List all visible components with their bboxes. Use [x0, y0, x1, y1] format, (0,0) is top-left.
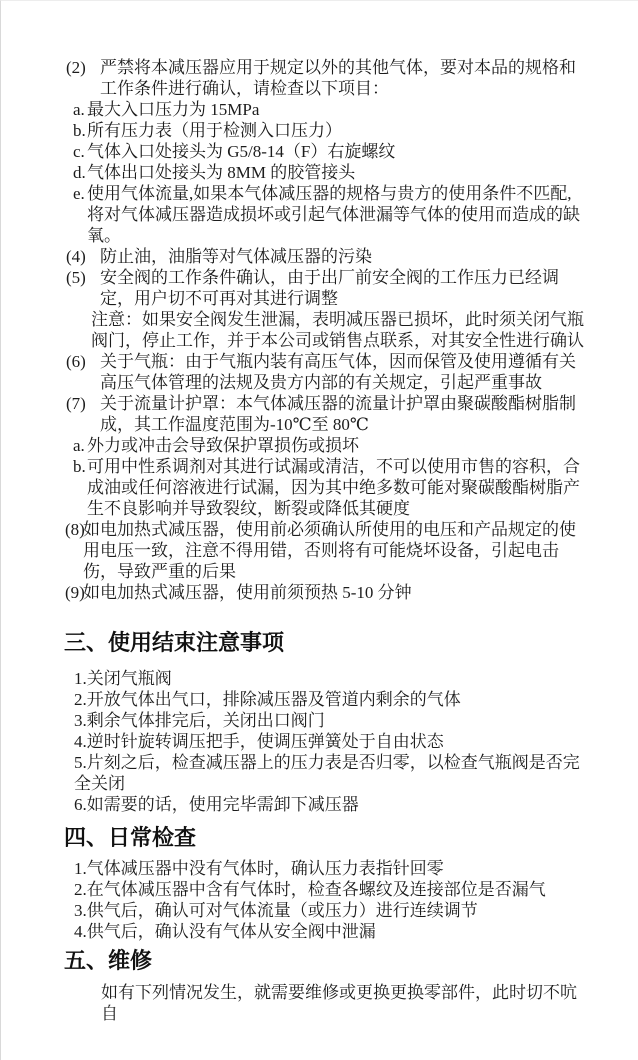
- line-text: 气体减压器中没有气体时，确认压力表指针回零: [86, 859, 444, 878]
- line-text: 使用气体流量,如果本气体减压器的规格与贵方的使用条件不匹配,将对气体减压器造成损坏或引起气体泄漏等气体的使用而造成的缺氧。: [87, 184, 580, 245]
- line-text: 气体入口处接头为 G5/8-14（F）右旋螺纹: [87, 142, 396, 161]
- doc-line: [74, 689, 585, 710]
- line-text: 关于流量计护罩：本气体减压器的流量计护罩由聚碳酸酯树脂制成，其工作温度范围为-10℃至 80℃: [100, 394, 576, 434]
- line-marker: 2.: [74, 690, 87, 709]
- section-heading-daily-check: 四、日常检查: [64, 825, 197, 850]
- line-marker: (8): [65, 520, 85, 539]
- usage-precautions-list: [1, 57, 585, 603]
- line-marker: (4): [66, 247, 86, 266]
- line-text: 所有压力表（用于检测入口压力）: [87, 121, 342, 140]
- doc-line: [73, 456, 585, 519]
- line-marker: d.: [73, 163, 86, 182]
- line-marker: 5.: [74, 753, 87, 772]
- line-marker: 4.: [74, 732, 87, 751]
- doc-line: [74, 668, 585, 689]
- doc-line: [74, 921, 585, 942]
- doc-line: [65, 582, 585, 603]
- line-marker: a.: [73, 436, 85, 455]
- line-text: 气体出口处接头为 8MM 的胶管接头: [87, 163, 356, 182]
- doc-line: [74, 900, 585, 921]
- section-heading-end-of-use: 三、使用结束注意事项: [64, 630, 285, 655]
- line-marker: 1.: [74, 669, 87, 688]
- doc-line: [74, 752, 585, 794]
- line-marker: c.: [73, 142, 85, 161]
- line-text: 外力或冲击会导致保护罩损伤或损坏: [87, 436, 359, 455]
- line-marker: 2.: [74, 880, 87, 899]
- line-text: 安全阀的工作条件确认，由于出厂前安全阀的工作压力已经调定，用户切不可再对其进行调整: [100, 268, 559, 308]
- maintenance-paragraph: 如有下列情况发生，就需要维修或更换更换零部件，此时切不吭自: [101, 983, 577, 1023]
- line-marker: (7): [66, 394, 86, 413]
- doc-line: [73, 141, 585, 162]
- end-of-use-items: [1, 668, 585, 815]
- line-text: 供气后，确认可对气体流量（或压力）进行连续调节: [86, 901, 478, 920]
- section-end-of-use: [1, 630, 585, 815]
- doc-line: [65, 519, 585, 582]
- section-maintenance: [1, 948, 585, 1024]
- line-marker: a.: [73, 100, 85, 119]
- line-text: 片刻之后，检查减压器上的压力表是否归零，以检查气瓶阀是否完全关闭: [74, 753, 580, 793]
- doc-line: [74, 731, 585, 752]
- doc-line: [66, 246, 585, 267]
- line-marker: 4.: [74, 922, 87, 941]
- doc-line: [74, 858, 585, 879]
- line-marker: (5): [66, 268, 86, 287]
- line-marker: e.: [73, 184, 85, 203]
- doc-line: [66, 267, 585, 309]
- doc-line: [74, 710, 585, 731]
- line-text: 在气体减压器中含有气体时，检查各螺纹及连接部位是否漏气: [86, 880, 546, 899]
- doc-line: [73, 99, 585, 120]
- doc-line: [91, 309, 585, 351]
- line-marker: 6.: [74, 795, 87, 814]
- line-text: 开放气体出气口，排除减压器及管道内剩余的气体: [86, 690, 461, 709]
- daily-check-items: [1, 858, 585, 942]
- line-text: 最大入口压力为 15MPa: [87, 100, 260, 119]
- line-marker: (2): [66, 58, 86, 77]
- line-text: 如电加热式减压器，使用前必须确认所使用的电压和产品规定的使用电压一致，注意不得用错，否则将有可能烧坏设备，引起电击伤，导致严重的后果: [83, 520, 576, 581]
- line-marker: 3.: [74, 711, 87, 730]
- line-marker: b.: [73, 457, 86, 476]
- doc-line: [66, 57, 585, 99]
- line-marker: b.: [73, 121, 86, 140]
- doc-line: [73, 435, 585, 456]
- line-text: 防止油，油脂等对气体减压器的污染: [100, 247, 372, 266]
- line-marker: 1.: [74, 859, 87, 878]
- section-daily-check: [1, 825, 585, 942]
- line-text: 关闭气瓶阀: [86, 669, 172, 688]
- doc-line: [66, 351, 585, 393]
- doc-line: [73, 183, 585, 246]
- document-content: [1, 1, 585, 1024]
- line-text: 可用中性系调剂对其进行试漏或清洁，不可以使用市售的容积，合成油或任何溶液进行试漏，因为其中绝多数可能对聚碳酸酯树脂产生不良影响并导致裂纹，断裂或降低其硬度: [87, 457, 580, 518]
- doc-line: [74, 794, 585, 815]
- section-heading-maintenance: 五、维修: [64, 948, 153, 973]
- line-text: 剩余气体排完后，关闭出口阀门: [86, 711, 325, 730]
- doc-line: [73, 162, 585, 183]
- line-marker: 3.: [74, 901, 87, 920]
- doc-line: [73, 120, 585, 141]
- line-marker: (9): [65, 583, 85, 602]
- line-text: 关于气瓶：由于气瓶内装有高压气体，因而保管及使用遵循有关高压气体管理的法规及贵方内部的有关规定，引起严重事故: [100, 352, 576, 392]
- line-text: 如电加热式减压器，使用前须预热 5-10 分钟: [83, 583, 412, 602]
- line-text: 严禁将本减压器应用于规定以外的其他气体，要对本品的规格和工作条件进行确认，请检查以下项目：: [100, 58, 576, 98]
- doc-line: [74, 879, 585, 900]
- line-text: 逆时针旋转调压把手，使调压弹簧处于自由状态: [86, 732, 444, 751]
- doc-line: [66, 393, 585, 435]
- line-text: 注意：如果安全阀发生泄漏，表明减压器已损坏，此时须关闭气瓶阀门，停止工作，并于本公司或销售点联系，对其安全性进行确认: [91, 310, 584, 350]
- line-text: 如需要的话，使用完毕需卸下减压器: [86, 795, 359, 814]
- line-marker: (6): [66, 352, 86, 371]
- line-text: 供气后，确认没有气体从安全阀中泄漏: [86, 922, 376, 941]
